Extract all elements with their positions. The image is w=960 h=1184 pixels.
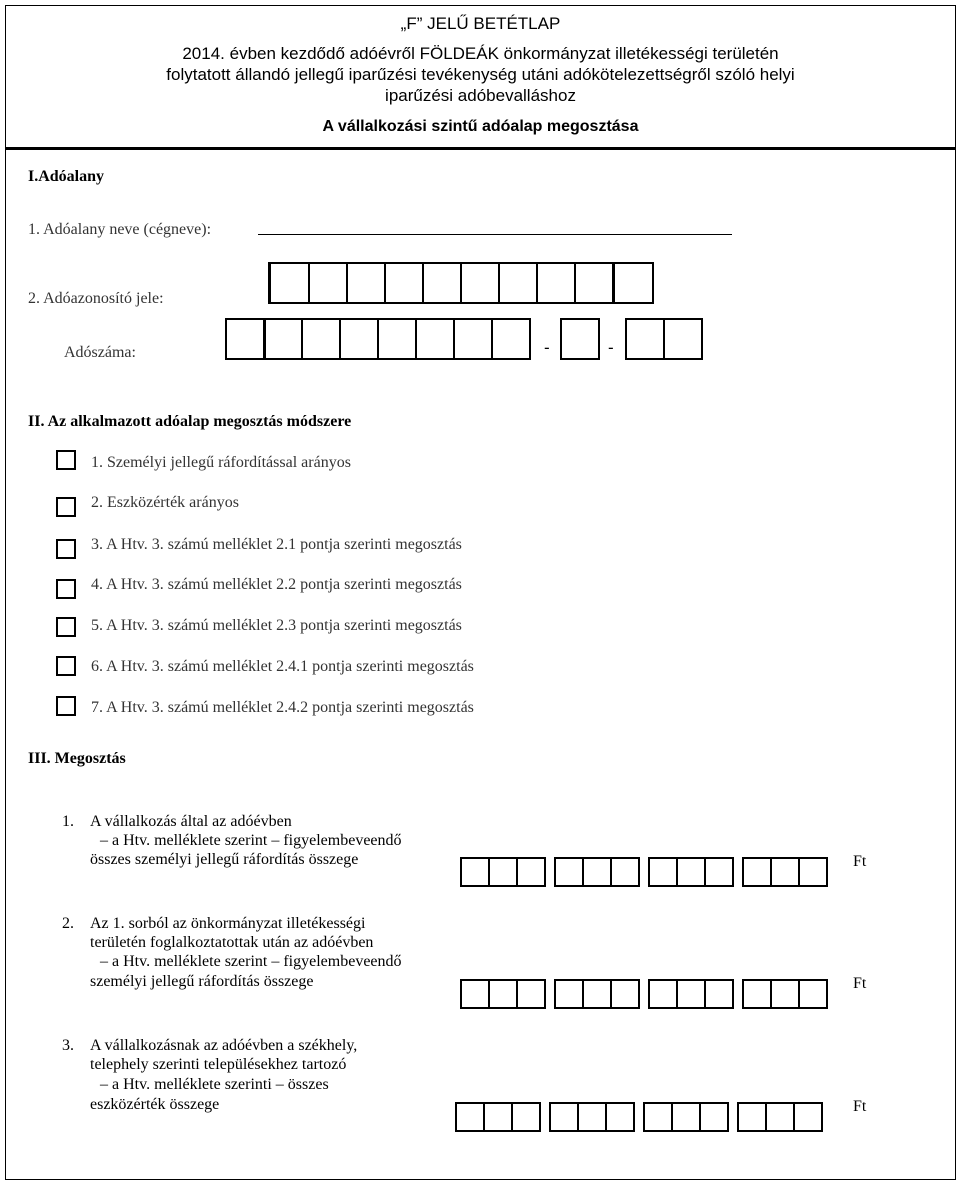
method-3-label: 3. A Htv. 3. számú melléklet 2.1 pontja szerinti megosztás — [91, 536, 462, 553]
item-1-unit: Ft — [853, 853, 867, 870]
item-2-line-4: személyi jellegű ráfordítás összege — [90, 973, 314, 990]
amount-digit[interactable] — [648, 979, 678, 1009]
method-7-checkbox[interactable] — [56, 696, 76, 716]
tax-number-boxes-county[interactable] — [625, 318, 701, 360]
item-1-number: 1. — [62, 813, 74, 830]
company-name-label: 1. Adóalany neve (cégneve): — [28, 221, 212, 238]
item-3-number: 3. — [62, 1037, 74, 1054]
tax-id-digit[interactable] — [612, 262, 654, 304]
amount-digit[interactable] — [610, 857, 640, 887]
tax-number-boxes-main[interactable] — [225, 318, 529, 360]
amount-digit[interactable] — [455, 1102, 485, 1132]
tax-number-digit[interactable] — [453, 318, 493, 360]
method-5-checkbox[interactable] — [56, 617, 76, 637]
tax-id-digit[interactable] — [384, 262, 424, 304]
item-1-amount-boxes[interactable] — [460, 857, 826, 887]
amount-digit[interactable] — [676, 857, 706, 887]
amount-digit[interactable] — [643, 1102, 673, 1132]
method-2-label: 2. Eszközérték arányos — [91, 494, 239, 511]
header-line-3: iparűzési adóbevalláshoz — [385, 86, 576, 105]
item-3-line-2: telephely szerinti településekhez tartozó — [90, 1056, 347, 1073]
tax-number-box-vat[interactable] — [560, 318, 598, 360]
header-line-1: 2014. évben kezdődő adóévről FÖLDEÁK önkormányzat illetékességi területén — [182, 44, 779, 63]
amount-digit[interactable] — [488, 857, 518, 887]
tax-number-digit[interactable] — [625, 318, 665, 360]
tax-id-boxes[interactable] — [268, 262, 652, 304]
amount-digit[interactable] — [699, 1102, 729, 1132]
company-name-field[interactable] — [258, 234, 732, 235]
tax-number-label: Adószáma: — [64, 344, 136, 361]
item-2-line-1: Az 1. sorból az önkormányzat illetékességi — [90, 915, 366, 932]
amount-digit[interactable] — [742, 857, 772, 887]
amount-digit[interactable] — [511, 1102, 541, 1132]
tax-number-digit[interactable] — [491, 318, 531, 360]
item-2-number: 2. — [62, 915, 74, 932]
tax-id-digit[interactable] — [536, 262, 576, 304]
method-3-checkbox[interactable] — [56, 539, 76, 559]
item-3-line-1: A vállalkozásnak az adóévben a székhely, — [90, 1037, 358, 1054]
tax-number-digit[interactable] — [663, 318, 703, 360]
amount-digit[interactable] — [798, 979, 828, 1009]
method-4-label: 4. A Htv. 3. számú melléklet 2.2 pontja szerinti megosztás — [91, 576, 462, 593]
method-6-label: 6. A Htv. 3. számú melléklet 2.4.1 pontja szerinti megosztás — [91, 658, 474, 675]
amount-digit[interactable] — [554, 979, 584, 1009]
item-2-line-2: területén foglalkoztatottak után az adóévben — [90, 934, 374, 951]
item-2-amount-boxes[interactable] — [460, 979, 826, 1009]
item-3-amount-boxes[interactable] — [455, 1102, 821, 1132]
tax-id-digit[interactable] — [498, 262, 538, 304]
amount-digit[interactable] — [737, 1102, 767, 1132]
tax-id-digit[interactable] — [346, 262, 386, 304]
item-1-line-2: – a Htv. melléklete szerint – figyelembeveendő — [100, 832, 402, 849]
method-1-label: 1. Személyi jellegű ráfordítással arányos — [91, 454, 351, 471]
amount-digit[interactable] — [516, 857, 546, 887]
item-1-line-1: A vállalkozás által az adóévben — [90, 813, 292, 830]
tax-number-digit[interactable] — [377, 318, 417, 360]
amount-digit[interactable] — [605, 1102, 635, 1132]
amount-digit[interactable] — [671, 1102, 701, 1132]
amount-digit[interactable] — [460, 979, 490, 1009]
item-1-line-3: összes személyi jellegű ráfordítás összege — [90, 851, 359, 868]
amount-digit[interactable] — [582, 857, 612, 887]
tax-number-digit[interactable] — [225, 318, 265, 360]
tax-id-digit[interactable] — [574, 262, 614, 304]
method-5-label: 5. A Htv. 3. számú melléklet 2.3 pontja szerinti megosztás — [91, 617, 462, 634]
form-title: „F” JELŰ BETÉTLAP — [400, 14, 561, 33]
method-6-checkbox[interactable] — [56, 656, 76, 676]
amount-digit[interactable] — [793, 1102, 823, 1132]
amount-digit[interactable] — [770, 857, 800, 887]
item-3-line-4: eszközérték összege — [90, 1096, 220, 1113]
amount-digit[interactable] — [648, 857, 678, 887]
method-2-checkbox[interactable] — [56, 497, 76, 517]
amount-digit[interactable] — [610, 979, 640, 1009]
tax-id-digit[interactable] — [308, 262, 348, 304]
tax-id-digit[interactable] — [268, 262, 310, 304]
header-line-2: folytatott állandó jellegű iparűzési tevékenység utáni adókötelezettségről szóló helyi — [166, 65, 795, 84]
amount-digit[interactable] — [582, 979, 612, 1009]
amount-digit[interactable] — [460, 857, 490, 887]
item-2-line-3: – a Htv. melléklete szerint – figyelembeveendő — [100, 953, 402, 970]
form-subtitle: A vállalkozási szintű adóalap megosztása — [322, 118, 639, 135]
amount-digit[interactable] — [704, 857, 734, 887]
tax-number-digit[interactable] — [301, 318, 341, 360]
method-7-label: 7. A Htv. 3. számú melléklet 2.4.2 pontja szerinti megosztás — [91, 699, 474, 716]
item-3-line-3: – a Htv. melléklete szerinti – összes — [100, 1076, 329, 1093]
tax-number-digit[interactable] — [560, 318, 600, 360]
amount-digit[interactable] — [742, 979, 772, 1009]
method-1-checkbox[interactable] — [56, 450, 76, 470]
section-1-title: I.Adóalany — [28, 168, 105, 185]
item-2-unit: Ft — [853, 975, 867, 992]
amount-digit[interactable] — [516, 979, 546, 1009]
amount-digit[interactable] — [704, 979, 734, 1009]
tax-number-digit[interactable] — [339, 318, 379, 360]
tax-id-digit[interactable] — [422, 262, 462, 304]
amount-digit[interactable] — [554, 857, 584, 887]
amount-digit[interactable] — [798, 857, 828, 887]
tax-number-dash-2: - — [608, 338, 614, 357]
amount-digit[interactable] — [676, 979, 706, 1009]
tax-number-digit[interactable] — [263, 318, 303, 360]
amount-digit[interactable] — [765, 1102, 795, 1132]
method-4-checkbox[interactable] — [56, 579, 76, 599]
section-3-title: III. Megosztás — [28, 750, 126, 767]
tax-number-digit[interactable] — [415, 318, 455, 360]
tax-id-digit[interactable] — [460, 262, 500, 304]
tax-number-dash-1: - — [544, 338, 550, 357]
amount-digit[interactable] — [770, 979, 800, 1009]
tax-id-label: 2. Adóazonosító jele: — [28, 290, 164, 307]
section-2-title: II. Az alkalmazott adóalap megosztás módszere — [28, 413, 352, 430]
amount-digit[interactable] — [577, 1102, 607, 1132]
amount-digit[interactable] — [549, 1102, 579, 1132]
amount-digit[interactable] — [488, 979, 518, 1009]
item-3-unit: Ft — [853, 1098, 867, 1115]
amount-digit[interactable] — [483, 1102, 513, 1132]
